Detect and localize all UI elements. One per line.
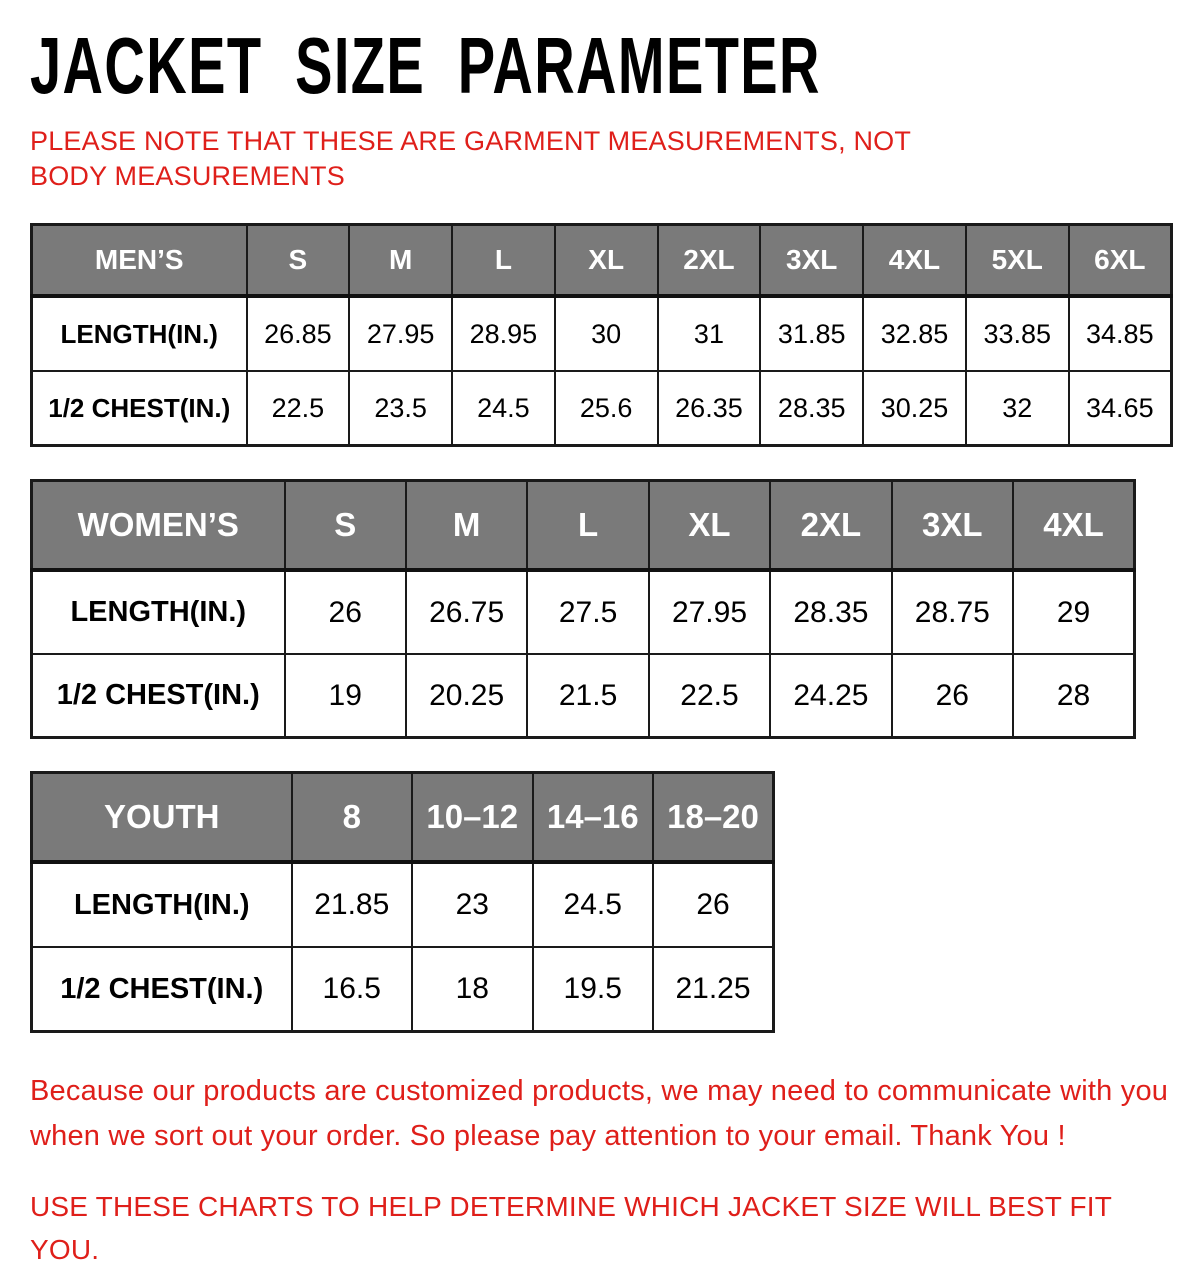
mens-size-header: 2XL <box>658 225 761 297</box>
footer-usage-note: USE THESE CHARTS TO HELP DETERMINE WHICH JACKET SIZE WILL BEST FIT YOU. <box>30 1190 1112 1266</box>
womens-measurement-value: 21.5 <box>527 654 648 738</box>
womens-measurement-value: 27.95 <box>649 570 770 654</box>
mens-header-row <box>32 225 1172 297</box>
mens-measurement-value: 26.85 <box>247 296 350 371</box>
mens-size-header: 4XL <box>863 225 966 297</box>
womens-row-label: 1/2 CHEST(IN.) <box>32 654 285 738</box>
youth-measurement-value: 21.25 <box>653 947 774 1032</box>
youth-row-label: 1/2 CHEST(IN.) <box>32 947 292 1032</box>
mens-size-header: L <box>452 225 555 297</box>
mens-measurement-row <box>32 371 1172 446</box>
womens-measurement-value: 28 <box>1013 654 1134 738</box>
womens-size-header: M <box>406 481 527 571</box>
womens-size-header: L <box>527 481 648 571</box>
mens-measurement-value: 24.5 <box>452 371 555 446</box>
mens-measurement-value: 30.25 <box>863 371 966 446</box>
womens-measurement-row <box>32 654 1135 738</box>
size-tables-container <box>30 223 1170 1033</box>
mens-measurement-value: 23.5 <box>349 371 452 446</box>
mens-measurement-value: 31.85 <box>760 296 863 371</box>
youth-measurement-value: 23 <box>412 862 533 947</box>
mens-measurement-row <box>32 296 1172 371</box>
mens-measurement-value: 30 <box>555 296 658 371</box>
youth-table-title: YOUTH <box>32 773 292 863</box>
youth-size-header: 8 <box>292 773 413 863</box>
garment-measurement-note: PLEASE NOTE THAT THESE ARE GARMENT MEASUREMENTS, NOT BODY MEASUREMENTS <box>30 126 911 191</box>
mens-measurement-value: 22.5 <box>247 371 350 446</box>
womens-measurement-value: 26.75 <box>406 570 527 654</box>
womens-measurement-value: 24.25 <box>770 654 891 738</box>
womens-measurement-value: 26 <box>285 570 406 654</box>
womens-measurement-value: 29 <box>1013 570 1134 654</box>
womens-table-title: WOMEN’S <box>32 481 285 571</box>
mens-size-header: XL <box>555 225 658 297</box>
mens-row-label: LENGTH(IN.) <box>32 296 247 371</box>
womens-row-label: LENGTH(IN.) <box>32 570 285 654</box>
mens-measurement-value: 34.85 <box>1069 296 1172 371</box>
mens-size-header: 5XL <box>966 225 1069 297</box>
youth-measurement-row <box>32 947 774 1032</box>
mens-size-header: 3XL <box>760 225 863 297</box>
mens-size-header: M <box>349 225 452 297</box>
womens-size-header: S <box>285 481 406 571</box>
mens-measurement-value: 32.85 <box>863 296 966 371</box>
womens-measurement-value: 20.25 <box>406 654 527 738</box>
youth-measurement-value: 16.5 <box>292 947 413 1032</box>
womens-measurement-value: 28.75 <box>892 570 1013 654</box>
womens-size-header: 4XL <box>1013 481 1134 571</box>
mens-row-label: 1/2 CHEST(IN.) <box>32 371 247 446</box>
youth-measurement-row <box>32 862 774 947</box>
mens-size-header: 6XL <box>1069 225 1172 297</box>
mens-measurement-value: 27.95 <box>349 296 452 371</box>
womens-measurement-value: 19 <box>285 654 406 738</box>
womens-measurement-value: 28.35 <box>770 570 891 654</box>
youth-measurement-value: 24.5 <box>533 862 654 947</box>
mens-measurement-value: 34.65 <box>1069 371 1172 446</box>
page-title: JACKET SIZE PARAMETER <box>30 21 821 110</box>
womens-size-header: 2XL <box>770 481 891 571</box>
youth-size-header: 18–20 <box>653 773 774 863</box>
mens-size-table <box>30 223 1173 447</box>
footer-customization-note: Because our products are customized products, we may need to communicate with you when we sort out your order. So please pay attention to your email. Thank You ! <box>30 1075 1169 1153</box>
womens-measurement-value: 22.5 <box>649 654 770 738</box>
youth-measurement-value: 21.85 <box>292 862 413 947</box>
youth-size-table <box>30 771 775 1033</box>
youth-measurement-value: 19.5 <box>533 947 654 1032</box>
youth-measurement-value: 26 <box>653 862 774 947</box>
mens-measurement-value: 25.6 <box>555 371 658 446</box>
youth-header-row <box>32 773 774 863</box>
womens-size-header: 3XL <box>892 481 1013 571</box>
youth-size-header: 14–16 <box>533 773 654 863</box>
mens-size-header: S <box>247 225 350 297</box>
mens-measurement-value: 33.85 <box>966 296 1069 371</box>
youth-size-header: 10–12 <box>412 773 533 863</box>
womens-header-row <box>32 481 1135 571</box>
womens-measurement-value: 27.5 <box>527 570 648 654</box>
youth-row-label: LENGTH(IN.) <box>32 862 292 947</box>
mens-measurement-value: 31 <box>658 296 761 371</box>
womens-measurement-row <box>32 570 1135 654</box>
womens-measurement-value: 26 <box>892 654 1013 738</box>
mens-measurement-value: 32 <box>966 371 1069 446</box>
mens-measurement-value: 28.35 <box>760 371 863 446</box>
womens-size-table <box>30 479 1136 739</box>
mens-table-title: MEN’S <box>32 225 247 297</box>
mens-measurement-value: 28.95 <box>452 296 555 371</box>
mens-measurement-value: 26.35 <box>658 371 761 446</box>
youth-measurement-value: 18 <box>412 947 533 1032</box>
womens-size-header: XL <box>649 481 770 571</box>
